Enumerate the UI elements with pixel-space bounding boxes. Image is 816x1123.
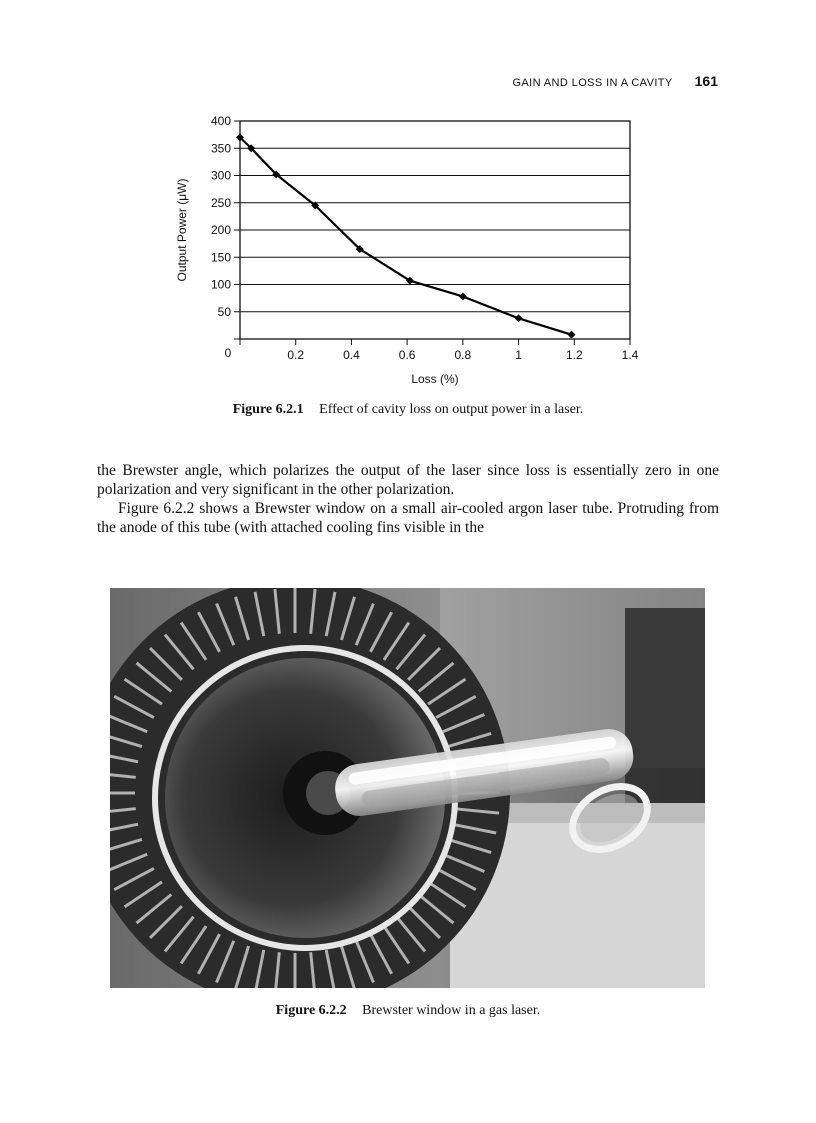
x-tick-label: 1 bbox=[515, 348, 522, 362]
running-head bbox=[512, 73, 718, 89]
y-tick-label: 300 bbox=[210, 168, 231, 183]
y-tick-label: 100 bbox=[210, 277, 231, 292]
figure-1-number: Figure 6.2.1 bbox=[232, 402, 304, 417]
brewster-window-photo bbox=[110, 588, 705, 988]
x-tick-label: 0.6 bbox=[398, 348, 416, 362]
y-tick-label: 350 bbox=[210, 141, 231, 156]
y-tick-label: 150 bbox=[210, 250, 231, 265]
series-line bbox=[240, 137, 572, 334]
x-tick-label: 0.4 bbox=[343, 348, 360, 362]
figure-2-caption-text: Brewster window in a gas laser. bbox=[362, 1003, 541, 1018]
figure-2-number: Figure 6.2.2 bbox=[275, 1003, 347, 1018]
x-tick-label: 1.4 bbox=[621, 348, 639, 362]
data-point bbox=[515, 314, 523, 322]
figure-2-caption bbox=[0, 1003, 816, 1019]
x-tick-label: 1.2 bbox=[565, 348, 583, 362]
laser-tube-image bbox=[110, 588, 705, 988]
data-point bbox=[568, 331, 576, 339]
x-axis-title: Loss (%) bbox=[411, 372, 459, 386]
body-text bbox=[97, 461, 719, 537]
y-tick-label: 200 bbox=[210, 223, 231, 237]
y-tick-label: 400 bbox=[210, 114, 231, 128]
loss-vs-power-chart bbox=[160, 108, 660, 398]
paragraph-2: Figure 6.2.2 shows a Brewster window on a small air-cooled argon laser tube. Protruding from the anode of this tube (with attached cooling fins visible in the bbox=[97, 500, 719, 536]
y-tick-label: 250 bbox=[210, 195, 231, 210]
page-number: 161 bbox=[694, 73, 718, 89]
running-head-title: GAIN AND LOSS IN A CAVITY bbox=[512, 77, 673, 89]
paragraph-1: the Brewster angle, which polarizes the output of the laser since loss is essentially zero in one polarization and very significant in the other polarization. bbox=[97, 462, 719, 498]
figure-1-caption bbox=[0, 402, 816, 418]
x-tick-label: 0.2 bbox=[287, 348, 305, 362]
x-tick-label: 0.8 bbox=[454, 348, 472, 362]
y-axis-title: Output Power (μW) bbox=[175, 178, 189, 282]
origin-label: 0 bbox=[224, 346, 232, 360]
y-tick-label: 50 bbox=[217, 304, 231, 319]
figure-1-caption-text: Effect of cavity loss on output power in a laser. bbox=[319, 402, 584, 417]
data-point bbox=[459, 293, 467, 301]
